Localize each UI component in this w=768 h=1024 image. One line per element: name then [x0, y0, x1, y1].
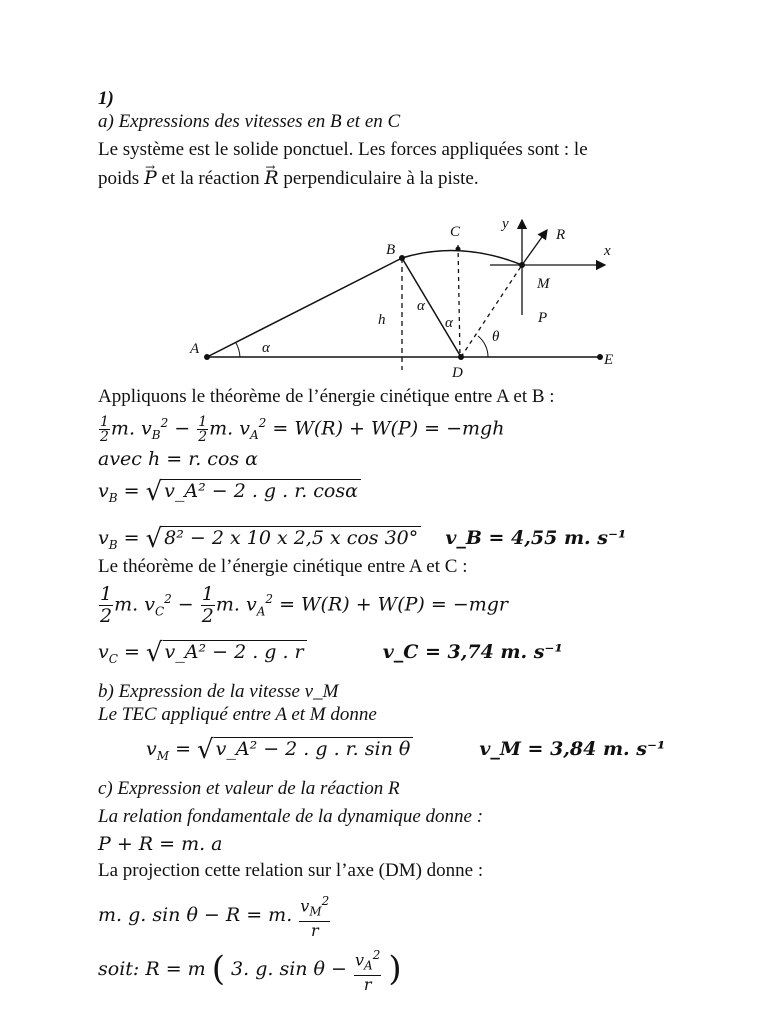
point-d	[458, 354, 464, 360]
equation-newton: P + R = m. a	[98, 833, 223, 855]
part-c-line1: La relation fondamentale de la dynamique donne :	[98, 806, 484, 827]
point-e	[597, 354, 603, 360]
vector-r: → R	[264, 167, 278, 189]
equation-kinetic-ab: $\frac{1}{2}$ m. $v_B^2$ − $\frac{1}{2}$ m. $v_A^2 = W(R) + W(P) = -mgh$	[100, 413, 505, 445]
part-c-line2: La projection cette relation sur l’axe (DM) donne :	[98, 860, 484, 881]
line-cd	[458, 245, 460, 357]
equation-h: avec h = r. cos α	[98, 448, 258, 470]
vm-result: v_M = 3,84 m. s⁻¹	[479, 738, 666, 760]
vb-radicand: v_A² − 2 . g . r. cosα	[162, 479, 361, 502]
label-h: h	[378, 312, 386, 328]
equation-reaction: soit: R = m ( 3. g. sin θ − $\frac{v_A^2}{r}$ )	[98, 948, 402, 994]
label-m: M	[537, 276, 550, 292]
label-y: y	[502, 216, 509, 232]
apply-theorem-ab: Appliquons le théorème de l’énergie cinétique entre A et B :	[98, 386, 555, 407]
point-a	[204, 354, 210, 360]
equation-vc: $v_C$ = √ v_A² − 2 . g . r v_C = 3,74 m. s⁻¹	[98, 638, 563, 668]
label-e: E	[604, 352, 614, 368]
perpendicular-phrase: perpendiculaire à la piste.	[283, 168, 479, 189]
line-bd	[402, 258, 461, 357]
label-d: D	[452, 365, 463, 381]
label-a: A	[190, 341, 200, 357]
label-theta: θ	[492, 329, 500, 345]
vb-numeric-radicand: 8² − 2 x 10 x 2,5 x cos 30°	[162, 526, 421, 549]
label-p: P	[538, 310, 548, 326]
equation-vb-formula: $v_B$ = √ v_A² − 2 . g . r. cosα	[98, 480, 361, 509]
part-a-text-line1: Le système est le solide ponctuel. Les forces appliquées sont : le	[98, 139, 588, 160]
vector-p: → P	[144, 167, 157, 189]
vector-r-arrow	[522, 230, 547, 265]
reaction-word: et la réaction	[161, 168, 260, 189]
label-alpha-c: α	[445, 315, 453, 331]
equation-projection: m. g. sin θ − R = m. $\frac{v_M^2}{r}$	[98, 894, 330, 940]
point-c	[456, 247, 461, 252]
vm-radicand: v_A² − 2 . g . r. sin θ	[214, 737, 414, 760]
section-number: 1)	[98, 88, 114, 109]
poids-word: poids	[98, 168, 140, 189]
part-b-heading: b) Expression de la vitesse v_M	[98, 681, 339, 702]
vb-result: v_B = 4,55 m. s⁻¹	[445, 527, 627, 549]
label-alpha-b: α	[417, 298, 425, 314]
projection-left: m. g. sin θ − R = m.	[98, 903, 293, 926]
track-ab	[207, 258, 402, 357]
point-b	[399, 255, 405, 261]
equation-kinetic-ab-right: = W(R) + W(P) = −mgh	[272, 417, 505, 440]
label-alpha-a: α	[262, 340, 270, 356]
label-r: R	[556, 227, 566, 243]
track-arc	[402, 250, 522, 265]
angle-alpha-a	[236, 343, 240, 357]
theorem-ac: Le théorème de l’énergie cinétique entre A et C :	[98, 556, 468, 577]
part-a-heading: a) Expressions des vitesses en B et en C	[98, 111, 401, 132]
part-c-heading: c) Expression et valeur de la réaction R	[98, 778, 400, 799]
vc-radicand: v_A² − 2 . g . r	[163, 640, 307, 663]
point-m	[519, 262, 525, 268]
label-x: x	[604, 243, 611, 259]
reaction-inner: 3. g. sin θ −	[231, 957, 347, 980]
equation-vm: $v_M$ = √ v_A² − 2 . g . r. sin θ v_M = 3,84 m. s⁻¹	[146, 735, 666, 765]
reaction-left: soit: R = m	[98, 957, 206, 980]
vc-result: v_C = 3,74 m. s⁻¹	[382, 641, 563, 663]
part-b-line: Le TEC appliqué entre A et M donne	[98, 704, 377, 725]
equation-kinetic-ac-right: = W(R) + W(P) = −mgr	[279, 593, 508, 616]
label-b: B	[386, 242, 396, 258]
label-c: C	[450, 224, 461, 240]
equation-vb-numeric: $v_B$ = √ 8² − 2 x 10 x 2,5 x cos 30° v_B = 4,55 m. s⁻¹	[98, 524, 627, 554]
angle-theta-d	[478, 336, 488, 357]
equation-kinetic-ac: $\frac{1}{2}$ m. $v_C^2$ − $\frac{1}{2}$ m. $v_A^2 = W(R) + W(P) = -mgr$	[100, 583, 508, 627]
